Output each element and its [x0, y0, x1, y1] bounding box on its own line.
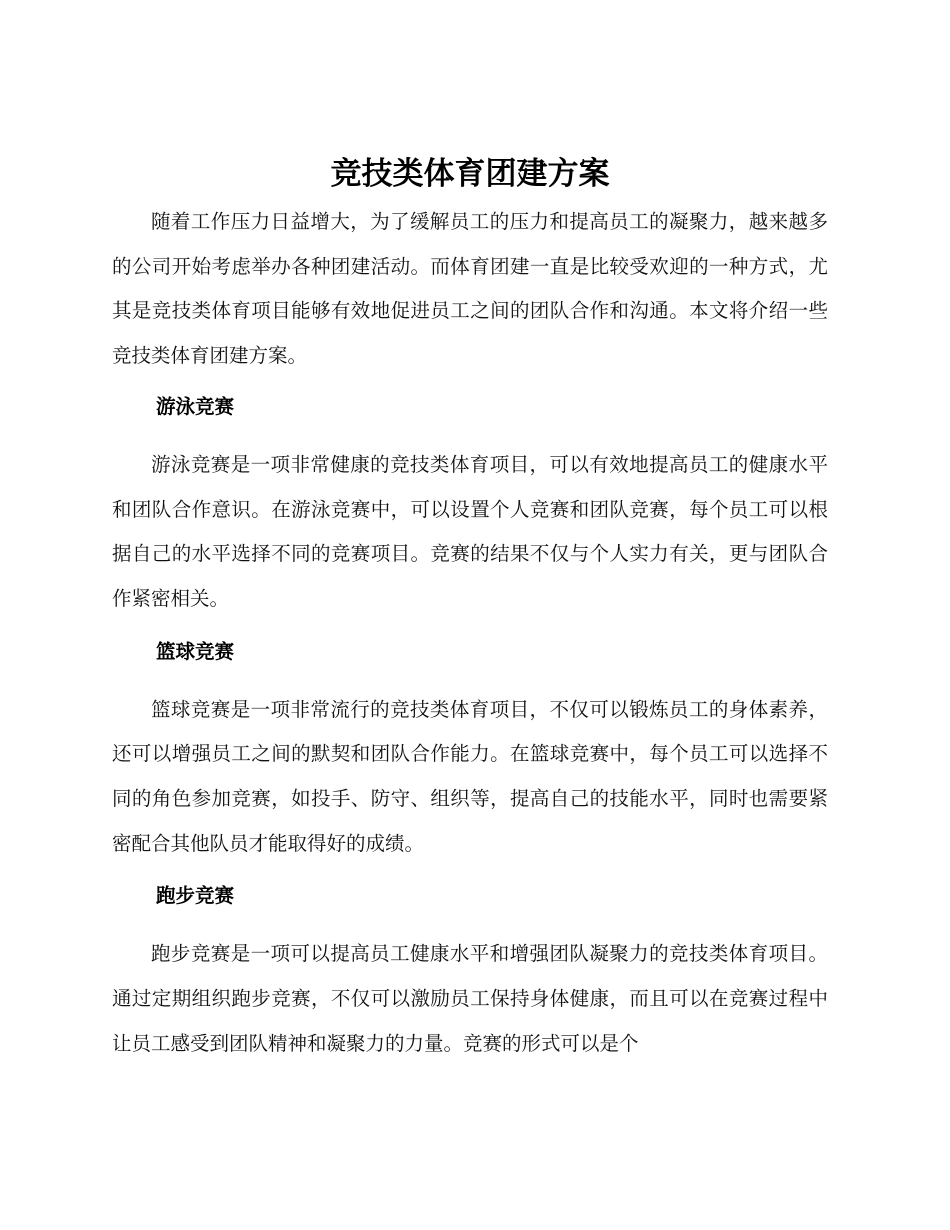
document-title: 竞技类体育团建方案 [330, 156, 610, 192]
section-heading-running: 跑步竞赛 [156, 884, 235, 908]
intro-paragraph: 随着工作压力日益增大，为了缓解员工的压力和提高员工的凝聚力，越来越多的公司开始考虑举办各种团建活动。而体育团建一直是比较受欢迎的一种方式，尤其是竞技类体育项目能够有效地促进员工之间的团队合作和沟通。本文将介绍一些竞技类体育团建方案。 [112, 210, 828, 368]
document-body [112, 148, 828, 1067]
section-body-basketball: 篮球竞赛是一项非常流行的竞技类体育项目，不仅可以锻炼员工的身体素养，还可以增强员工之间的默契和团队合作能力。在篮球竞赛中，每个员工可以选择不同的角色参加竞赛，如投手、防守、组织等，提高自己的技能水平，同时也需要紧密配合其他队员才能取得好的成绩。 [112, 697, 828, 855]
section-heading-basketball: 篮球竞赛 [156, 639, 235, 663]
section-body-swimming: 游泳竞赛是一项非常健康的竞技类体育项目，可以有效地提高员工的健康水平和团队合作意识。在游泳竞赛中，可以设置个人竞赛和团队竞赛，每个员工可以根据自己的水平选择不同的竞赛项目。竞赛的结果不仅与个人实力有关，更与团队合作紧密相关。 [112, 452, 828, 610]
section-heading-swimming: 游泳竞赛 [156, 394, 235, 418]
section-body-running: 跑步竞赛是一项可以提高员工健康水平和增强团队凝聚力的竞技类体育项目。通过定期组织跑步竞赛，不仅可以激励员工保持身体健康，而且可以在竞赛过程中让员工感受到团队精神和凝聚力的力量。竞赛的形式可以是个 [112, 942, 828, 1055]
